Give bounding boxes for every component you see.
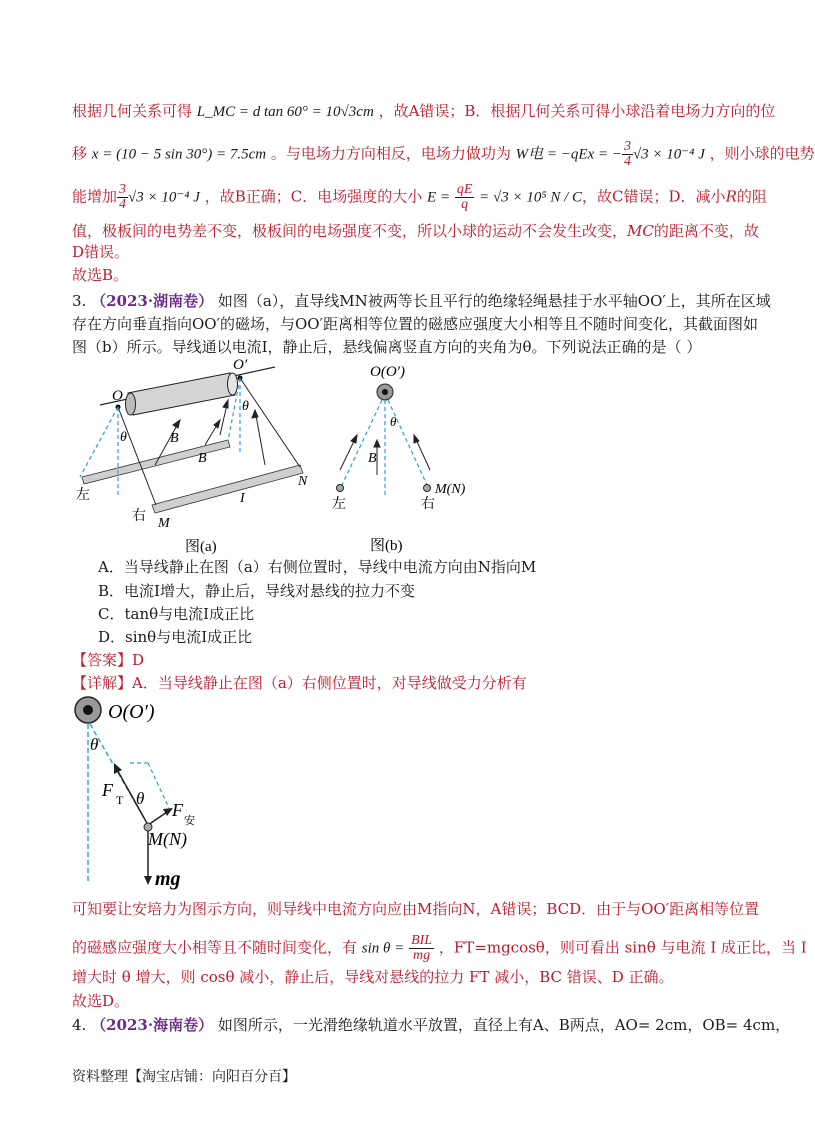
rod-right xyxy=(152,465,303,513)
label-theta: θ xyxy=(90,735,99,754)
mg-arrowhead xyxy=(144,876,152,885)
fraction xyxy=(117,183,128,212)
formula: √3 × 10⁻⁴ J xyxy=(128,189,200,206)
question-number: 4. xyxy=(72,1016,87,1034)
fraction-denominator: q xyxy=(461,197,469,212)
question-number: 3. xyxy=(72,292,87,310)
text-segment: 的磁感应强度大小相等且不随时间变化，有 xyxy=(72,938,358,957)
option-text: sinθ与电流I成正比 xyxy=(125,628,253,646)
force-diagram xyxy=(70,692,250,892)
para1-line2 xyxy=(72,140,815,169)
thread xyxy=(118,407,156,505)
fraction-numerator: qE xyxy=(456,182,473,197)
label-o-prime: O′ xyxy=(233,357,248,373)
label-right: 右 xyxy=(421,497,435,512)
formula: √3 × 10⁻⁴ J xyxy=(632,146,705,163)
detail-line xyxy=(72,672,527,693)
text-segment: 移 xyxy=(72,144,88,163)
option-key: A． xyxy=(98,558,124,576)
label-b: B xyxy=(198,451,207,466)
fraction xyxy=(622,140,633,169)
q3-line3: 图（b）所示。导线通以电流I，静止后，悬线偏离竖直方向的夹角为θ。下列说法正确的是（ ） xyxy=(72,338,702,356)
dashed-right xyxy=(388,400,427,485)
figure-a xyxy=(60,355,350,555)
option-b xyxy=(98,580,415,601)
fraction-numerator: 3 xyxy=(623,139,631,154)
formula: sin θ = xyxy=(361,940,405,957)
question-source: （2023·海南卷） xyxy=(91,1016,214,1034)
axis-dot xyxy=(382,389,388,395)
text-segment: 值，极板间的电势差不变，极板间的电场强度不变，所以小球的运动不会发生改变， xyxy=(72,222,628,240)
fraction-numerator: 3 xyxy=(119,182,127,197)
variable: R xyxy=(725,187,737,206)
label-o-o-prime: O(O′) xyxy=(108,701,155,723)
option-key: C． xyxy=(98,605,125,623)
option-text: 当导线静止在图（a）右侧位置时，导线中电流方向由N指向M xyxy=(123,558,537,576)
formula: W电 = −qEx = − xyxy=(515,146,622,163)
label-current: I xyxy=(240,491,245,506)
label-right: 右 xyxy=(132,509,146,524)
parallelogram-right xyxy=(148,763,170,810)
fraction xyxy=(409,934,434,963)
fraction-numerator: BIL xyxy=(411,933,433,948)
detail-text: A．当导线静止在图（a）右侧位置时，对导线做受力分析有 xyxy=(132,674,527,692)
answer-label: 【答案】 xyxy=(72,651,133,669)
q4-line xyxy=(72,1014,790,1035)
label-left: 左 xyxy=(332,497,346,512)
variable: MC xyxy=(627,222,654,240)
explain-line1: 可知要让安培力为图示方向，则导线中电流方向应由M指向N，A错误；BCD．由于与OO′距离相等位置 xyxy=(72,900,760,918)
text-segment: ，则小球的电势 xyxy=(709,144,815,163)
fraction-denominator: mg xyxy=(413,948,431,963)
option-text: tanθ与电流I成正比 xyxy=(124,605,255,623)
text-segment: 如图（a），直导线MN被两等长且平行的绝缘轻绳悬挂于水平轴OO′上，其所在区域 xyxy=(217,292,771,310)
label-b: B xyxy=(170,431,179,446)
label-fan-sub: 安 xyxy=(184,815,195,827)
text-segment: 。与电场力方向相反，电场力做功为 xyxy=(270,144,511,163)
wire-right xyxy=(424,485,431,492)
option-d xyxy=(98,626,252,647)
figure-b xyxy=(322,360,472,555)
label-theta: θ xyxy=(390,414,397,429)
axis-dot xyxy=(83,705,93,715)
option-key: B． xyxy=(98,582,125,600)
label-b: B xyxy=(368,451,377,466)
explain-line3: 增大时 θ 增大，则 cosθ 减小，静止后，导线对悬线的拉力 FT 减小，BC 错误、D 正确。 xyxy=(72,968,674,986)
option-c xyxy=(98,603,254,624)
label-m: M xyxy=(158,516,170,531)
label-left: 左 xyxy=(76,488,90,503)
text-segment: 的阻 xyxy=(736,187,767,206)
fraction-denominator: 4 xyxy=(623,154,631,169)
answer-value: D xyxy=(132,651,145,669)
detail-label: 【详解】 xyxy=(72,674,133,692)
text-segment: ，故B正确；C．电场强度的大小 xyxy=(204,187,423,206)
label-o-o-prime: O(O′) xyxy=(370,364,405,380)
option-key: D． xyxy=(98,628,126,646)
text-segment: 如图所示，一光滑绝缘轨道水平放置，直径上有A、B两点，AO= 2cm，OB= 4cm， xyxy=(217,1016,791,1034)
para1-line5: D错误。 xyxy=(72,243,130,261)
q3-line2: 存在方向垂直指向OO′的磁场，与OO′距离相等位置的磁感应强度大小相等且不随时间变化，其截面图如 xyxy=(72,315,759,333)
text-segment: 根据几何关系可得 xyxy=(72,102,193,120)
label-ft-sub: T xyxy=(116,793,124,807)
option-text: 电流I增大，静止后，导线对悬线的拉力不变 xyxy=(124,582,415,600)
label-theta: θ xyxy=(242,399,249,414)
label-o: O xyxy=(112,388,123,404)
label-ft: F xyxy=(102,780,113,800)
text-segment: 能增加 xyxy=(72,187,118,206)
para1-conclusion: 故选B。 xyxy=(72,266,129,284)
label-theta: θ xyxy=(120,430,127,445)
explain-line2 xyxy=(72,934,807,963)
label-m-n: M(N) xyxy=(148,829,187,849)
formula: E = xyxy=(427,189,451,206)
text-segment: ，故A错误；B．根据几何关系可得小球沿着电场力方向的位 xyxy=(378,102,776,120)
para1-line1 xyxy=(72,100,775,121)
formula: = √3 × 10⁵ N / C xyxy=(479,189,583,206)
q3-line1 xyxy=(72,290,771,311)
text-segment: ，FT=mgcosθ，则可看出 sinθ 与电流 I 成正比，当 I xyxy=(438,938,807,957)
question-source: （2023·湖南卷） xyxy=(91,292,214,310)
fraction-denominator: 4 xyxy=(119,197,127,212)
formula: L_MC = d tan 60° = 10√3cm xyxy=(196,104,374,120)
para1-line4 xyxy=(72,220,759,241)
thread xyxy=(240,378,300,467)
rod-left xyxy=(82,440,230,484)
text-segment: 的距离不变，故 xyxy=(653,222,759,240)
footer: 资料整理【淘宝店铺：向阳百分百】 xyxy=(72,1069,296,1085)
fraction xyxy=(455,183,475,212)
cylinder-axis xyxy=(126,373,238,415)
text-segment: ，故C错误；D．减小 xyxy=(582,187,726,206)
label-n: N xyxy=(298,474,308,489)
caption-figure-b: 图(b) xyxy=(370,538,403,554)
formula: x = (10 − 5 sin 30°) = 7.5cm xyxy=(91,146,267,163)
wire-left xyxy=(337,485,344,492)
label-fan: F xyxy=(172,800,183,820)
caption-figure-a: 图(a) xyxy=(185,539,217,555)
q3-conclusion: 故选D。 xyxy=(72,992,130,1010)
label-m-n: M(N) xyxy=(435,482,466,497)
para1-line3 xyxy=(72,183,767,212)
label-mg: mg xyxy=(155,868,181,890)
answer-line xyxy=(72,649,144,670)
option-a xyxy=(98,556,536,577)
b-arrows xyxy=(340,435,430,475)
label-theta: θ xyxy=(136,789,145,808)
